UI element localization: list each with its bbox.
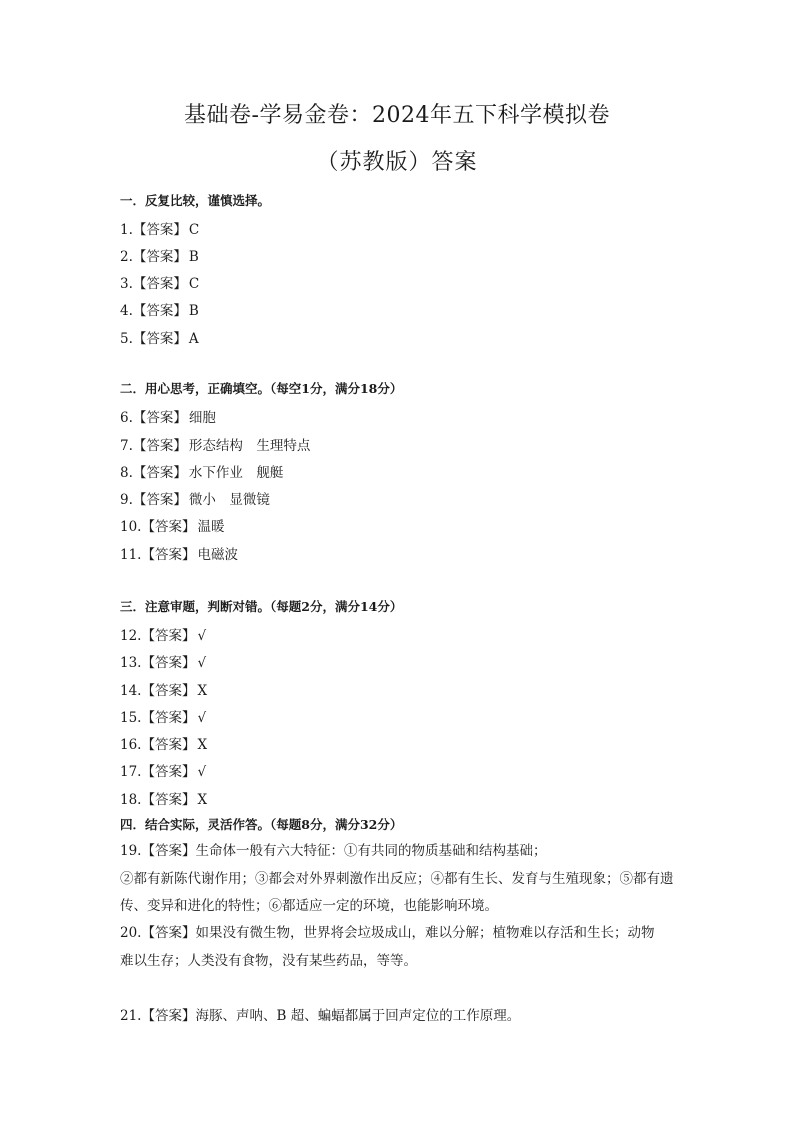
long-answer-19 <box>120 838 680 921</box>
answer-tag: 【答案】 <box>141 519 196 535</box>
answer-tag: 【答案】 <box>141 925 196 941</box>
answer-row <box>120 218 199 238</box>
answer-number: 6. <box>120 410 133 426</box>
answer-tag: 【答案】 <box>132 438 187 454</box>
answer-tag: 【答案】 <box>132 492 187 508</box>
answer-value: X <box>197 737 208 753</box>
answer-row <box>120 488 270 508</box>
answer-line <box>120 920 680 948</box>
answer-number: 14. <box>120 683 142 699</box>
answer-row <box>120 245 199 265</box>
answer-number: 5. <box>120 331 133 347</box>
section-heading-2: 二．用心思考，正确填空。（每空1分，满分18分） <box>120 381 403 396</box>
answer-value: 形态结构 生理特点 <box>188 438 311 454</box>
answer-tag: 【答案】 <box>132 249 187 265</box>
answer-row <box>120 788 207 808</box>
answer-value: B <box>188 249 199 265</box>
answer-number: 11. <box>120 547 142 563</box>
answer-tag: 【答案】 <box>132 331 187 347</box>
answer-tag: 【答案】 <box>141 737 196 753</box>
answer-tag: 【答案】 <box>132 410 187 426</box>
answer-tag: 【答案】 <box>141 683 196 699</box>
answer-number: 20. <box>120 925 142 941</box>
answer-tag: 【答案】 <box>141 843 196 859</box>
answer-tag: 【答案】 <box>132 303 187 319</box>
answer-value: C <box>188 222 200 238</box>
answer-number: 18. <box>120 792 142 808</box>
answer-tag: 【答案】 <box>141 1008 196 1024</box>
answer-value: 微小 显微镜 <box>188 492 270 508</box>
answer-value: √ <box>197 628 207 644</box>
answer-number: 2. <box>120 249 133 265</box>
answer-row <box>120 543 238 563</box>
answer-row <box>120 434 310 454</box>
answer-row <box>120 299 199 319</box>
answer-text: 海豚、声呐、B 超、蝙蝠都属于回声定位的工作原理。 <box>195 1008 521 1024</box>
answer-value: 电磁波 <box>197 547 238 563</box>
answer-value: 细胞 <box>188 410 216 426</box>
answer-number: 7. <box>120 438 133 454</box>
answer-row <box>120 651 206 671</box>
answer-number: 8. <box>120 465 133 481</box>
answer-number: 17. <box>120 764 142 780</box>
answer-line: ②都有新陈代谢作用；③都会对外界刺激作出反应；④都有生长、发育与生殖现象；⑤都有遗 <box>120 870 674 887</box>
answer-value: A <box>188 331 199 347</box>
answer-line <box>120 1003 680 1031</box>
answer-number: 1. <box>120 222 133 238</box>
answer-value: X <box>197 792 208 808</box>
answer-number: 19. <box>120 843 142 859</box>
answer-tag: 【答案】 <box>141 655 196 671</box>
long-answer-21 <box>120 1003 680 1031</box>
section-heading-1: 一．反复比较，谨慎选择。 <box>120 193 271 208</box>
answer-text: 如果没有微生物，世界将会垃圾成山，难以分解；植物难以存活和生长；动物 <box>195 925 655 941</box>
answer-tag: 【答案】 <box>141 547 196 563</box>
answer-number: 13. <box>120 655 142 671</box>
answer-value: C <box>188 276 200 292</box>
answer-row <box>120 461 283 481</box>
answer-tag: 【答案】 <box>132 465 187 481</box>
answer-value: √ <box>197 710 207 726</box>
answer-number: 9. <box>120 492 133 508</box>
long-answer-20 <box>120 920 680 975</box>
answer-number: 4. <box>120 303 133 319</box>
answer-text: 生命体一般有六大特征：①有共同的物质基础和结构基础； <box>195 843 547 859</box>
answer-tag: 【答案】 <box>141 628 196 644</box>
answer-tag: 【答案】 <box>132 222 187 238</box>
answer-number: 15. <box>120 710 142 726</box>
answer-value: √ <box>197 655 207 671</box>
document-title: 基础卷-学易金卷：2024年五下科学模拟卷 <box>184 103 610 128</box>
answer-tag: 【答案】 <box>141 764 196 780</box>
answer-number: 16. <box>120 737 142 753</box>
answer-number: 21. <box>120 1008 142 1024</box>
answer-tag: 【答案】 <box>132 276 187 292</box>
answer-number: 3. <box>120 276 133 292</box>
answer-number: 12. <box>120 628 142 644</box>
answer-line: 难以生存；人类没有食物，没有某些药品，等等。 <box>120 952 417 969</box>
answer-row <box>120 733 207 753</box>
answer-value: 温暖 <box>197 519 225 535</box>
answer-line: 传、变异和进化的特性；⑥都适应一定的环境，也能影响环境。 <box>120 898 498 914</box>
section-heading-3: 三．注意审题，判断对错。（每题2分，满分14分） <box>120 599 403 614</box>
answer-line <box>120 838 680 866</box>
answer-tag: 【答案】 <box>141 792 196 808</box>
answer-value: √ <box>197 764 207 780</box>
answer-number: 10. <box>120 519 142 535</box>
answer-row <box>120 760 206 780</box>
answer-row <box>120 406 216 426</box>
answer-row <box>120 679 207 699</box>
document-subtitle: （苏教版）答案 <box>316 150 478 175</box>
answer-row <box>120 327 199 347</box>
answer-tag: 【答案】 <box>141 710 196 726</box>
answer-value: 水下作业 舰艇 <box>188 465 284 481</box>
answer-row <box>120 706 206 726</box>
answer-value: B <box>188 303 199 319</box>
answer-row <box>120 515 224 535</box>
answer-row <box>120 624 206 644</box>
answer-value: X <box>197 683 208 699</box>
answer-row <box>120 272 199 292</box>
section-heading-4: 四．结合实际，灵活作答。（每题8分，满分32分） <box>120 817 403 832</box>
